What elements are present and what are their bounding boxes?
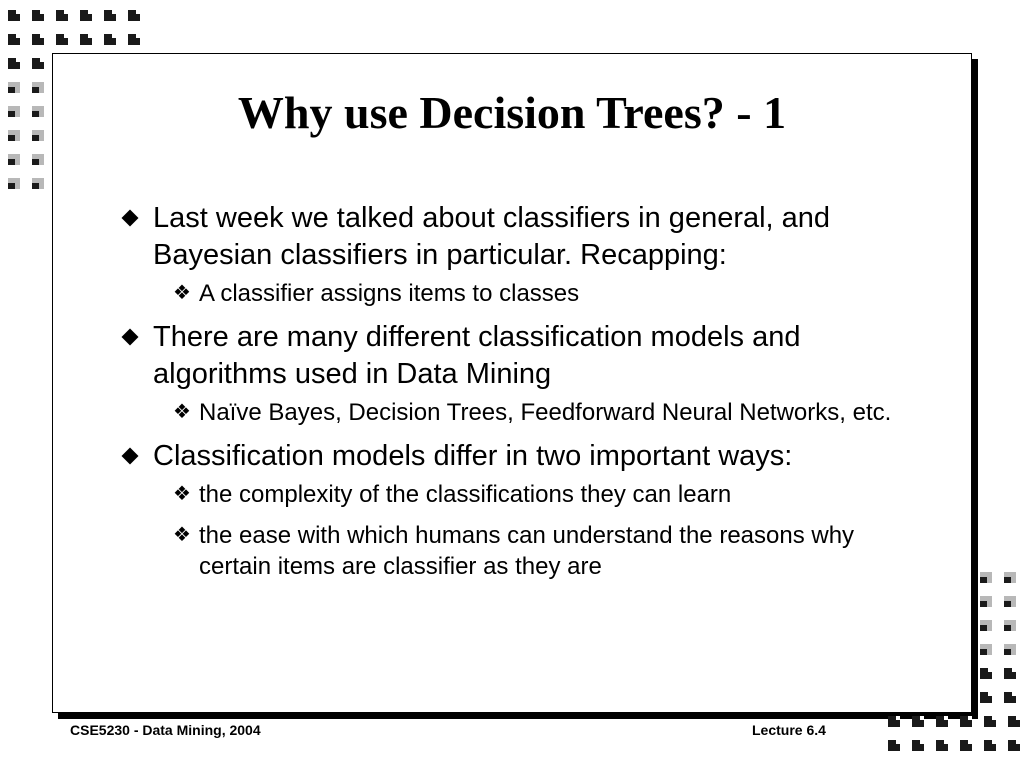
decorative-square [128,10,140,21]
decorative-square [912,740,924,751]
sub-bullet-item [121,278,921,309]
decorative-square [32,34,44,45]
sub-bullet-item [121,397,921,428]
decorative-square [8,10,20,21]
sub-bullet-item [121,520,921,582]
decorative-square [8,178,20,189]
sub-bullet-item [121,479,921,510]
bullet-item [121,319,921,393]
decorative-square [8,34,20,45]
decorative-square [80,10,92,21]
decorative-square [104,10,116,21]
decorative-square [1004,620,1016,631]
slide-title: Why use Decision Trees? - 1 [237,87,787,138]
decorative-square [1004,668,1016,679]
decorative-square [32,106,44,117]
decorative-square [888,740,900,751]
decorative-square [128,34,140,45]
bullet-text: Last week we talked about classifiers in general, and Bayesian classifiers in particular. Recapping: [153,202,831,271]
decorative-square [980,692,992,703]
decorative-square [960,740,972,751]
decorative-square [104,34,116,45]
decorative-square [32,82,44,93]
diamond-bullet-icon [122,210,139,227]
decorative-square [984,716,996,727]
four-diamond-bullet-icon: ❖ [173,483,191,505]
decorative-square [980,644,992,655]
decorative-square [56,10,68,21]
bullet-text: There are many different classification models and algorithms used in Data Mining [153,321,801,390]
decorative-square [32,10,44,21]
diamond-bullet-icon [122,448,139,465]
decorative-square [912,716,924,727]
decorative-square [980,668,992,679]
decorative-square [8,58,20,69]
decorative-square [8,106,20,117]
footer-course: CSE5230 - Data Mining, 2004 [70,722,261,738]
decorative-square [1008,740,1020,751]
decorative-square [1008,716,1020,727]
decorative-square [984,740,996,751]
decorative-square [32,130,44,141]
sub-bullet-text: the ease with which humans can understand the reasons why certain items are classifier as they are [199,522,855,580]
decorative-square [936,716,948,727]
sub-bullet-text: A classifier assigns items to classes [199,280,580,307]
slide-panel [52,53,972,713]
decorative-square [1004,644,1016,655]
decorative-square [980,572,992,583]
decorative-square [980,596,992,607]
decorative-square [8,82,20,93]
decorative-square [980,620,992,631]
decorative-square [32,58,44,69]
bullet-list [121,200,921,592]
bullet-text: Classification models differ in two important ways: [153,440,793,472]
diamond-bullet-icon [122,329,139,346]
sub-bullet-text: Naïve Bayes, Decision Trees, Feedforward Neural Networks, etc. [199,399,892,426]
decorative-square [32,154,44,165]
decorative-square [888,716,900,727]
decorative-square [80,34,92,45]
decorative-square [32,178,44,189]
decorative-square [8,154,20,165]
bullet-item [121,200,921,274]
decorative-square [1004,692,1016,703]
decorative-square [960,716,972,727]
decorative-square [56,34,68,45]
decorative-square [1004,596,1016,607]
sub-bullet-text: the complexity of the classifications they can learn [199,481,732,508]
decorative-square [8,130,20,141]
footer-lecture: Lecture 6.4 [752,722,826,738]
decorative-square [1004,572,1016,583]
four-diamond-bullet-icon: ❖ [173,524,191,546]
decorative-square [936,740,948,751]
bullet-item [121,438,921,475]
four-diamond-bullet-icon: ❖ [173,282,191,304]
four-diamond-bullet-icon: ❖ [173,401,191,423]
